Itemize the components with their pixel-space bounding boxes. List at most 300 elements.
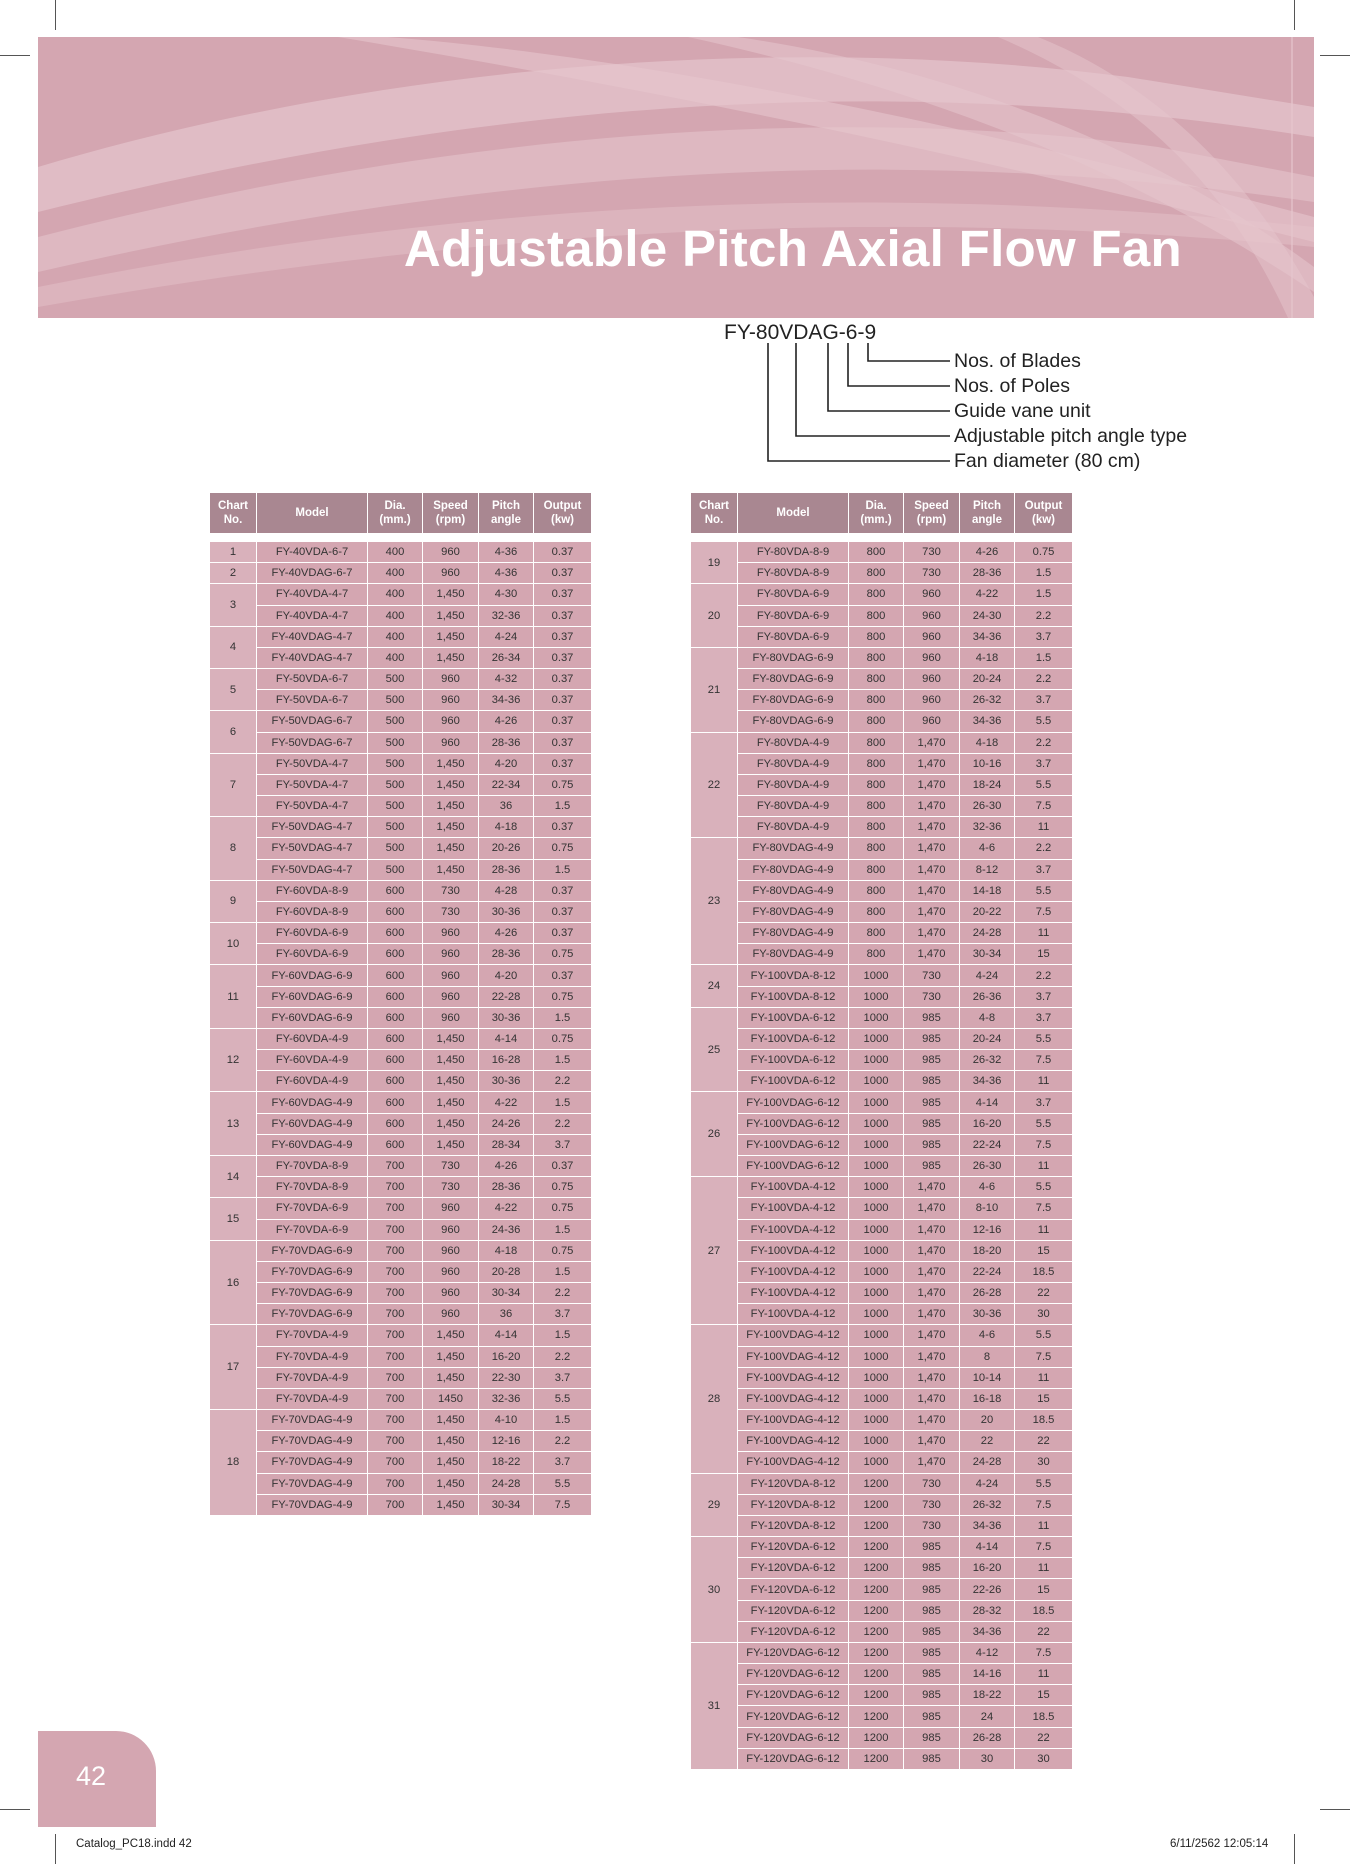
dia-cell: 800 bbox=[849, 838, 904, 859]
model-cell: FY-100VDA-4-12 bbox=[738, 1177, 849, 1198]
table-row bbox=[691, 1537, 1073, 1558]
model-cell: FY-80VDA-4-9 bbox=[738, 753, 849, 774]
pitch-cell: 24-28 bbox=[960, 1452, 1015, 1473]
pitch-cell: 4-14 bbox=[479, 1325, 534, 1346]
table-row bbox=[210, 880, 592, 901]
model-cell: FY-120VDAG-6-12 bbox=[738, 1727, 849, 1748]
output-cell: 3.7 bbox=[1015, 690, 1073, 711]
table-row bbox=[210, 1198, 592, 1219]
dia-cell: 1000 bbox=[849, 1198, 904, 1219]
model-cell: FY-80VDA-4-9 bbox=[738, 817, 849, 838]
output-cell: 2.2 bbox=[534, 1071, 592, 1092]
table-row bbox=[691, 1071, 1073, 1092]
header-output: Output (kw) bbox=[1015, 493, 1073, 534]
dia-cell: 600 bbox=[368, 1071, 423, 1092]
pitch-cell: 28-36 bbox=[479, 1177, 534, 1198]
pitch-cell: 4-10 bbox=[479, 1410, 534, 1431]
speed-cell: 1,450 bbox=[423, 753, 479, 774]
pitch-cell: 8-10 bbox=[960, 1198, 1015, 1219]
table-row bbox=[691, 669, 1073, 690]
pitch-cell: 26-28 bbox=[960, 1727, 1015, 1748]
pitch-cell: 16-20 bbox=[960, 1113, 1015, 1134]
model-cell: FY-80VDA-8-9 bbox=[738, 563, 849, 584]
pitch-cell: 24-26 bbox=[479, 1113, 534, 1134]
dia-cell: 800 bbox=[849, 647, 904, 668]
table-row bbox=[210, 1283, 592, 1304]
table-row bbox=[691, 1431, 1073, 1452]
dia-cell: 1000 bbox=[849, 1155, 904, 1176]
model-cell: FY-100VDAG-4-12 bbox=[738, 1452, 849, 1473]
dia-cell: 800 bbox=[849, 711, 904, 732]
header-output: Output (kw) bbox=[534, 493, 592, 534]
pitch-cell: 8 bbox=[960, 1346, 1015, 1367]
dia-cell: 700 bbox=[368, 1261, 423, 1282]
table-row bbox=[210, 1071, 592, 1092]
table-row bbox=[691, 1748, 1073, 1769]
pitch-cell: 20 bbox=[960, 1410, 1015, 1431]
pitch-cell: 4-22 bbox=[479, 1092, 534, 1113]
model-cell: FY-40VDAG-4-7 bbox=[257, 647, 368, 668]
table-row bbox=[691, 542, 1073, 563]
pitch-cell: 30-36 bbox=[960, 1304, 1015, 1325]
chart-number-cell: 22 bbox=[691, 732, 738, 838]
model-cell: FY-50VDA-4-7 bbox=[257, 796, 368, 817]
pitch-cell: 28-36 bbox=[479, 944, 534, 965]
pitch-cell: 4-26 bbox=[960, 542, 1015, 563]
output-cell: 0.37 bbox=[534, 584, 592, 605]
chart-number-cell: 15 bbox=[210, 1198, 257, 1240]
pitch-cell: 26-36 bbox=[960, 986, 1015, 1007]
dia-cell: 800 bbox=[849, 732, 904, 753]
header-model: Model bbox=[257, 493, 368, 534]
model-cell: FY-60VDA-6-9 bbox=[257, 923, 368, 944]
header-speed: Speed (rpm) bbox=[423, 493, 479, 534]
speed-cell: 1,470 bbox=[904, 1431, 960, 1452]
table-row bbox=[691, 1346, 1073, 1367]
speed-cell: 985 bbox=[904, 1579, 960, 1600]
chart-number-cell: 10 bbox=[210, 923, 257, 965]
pitch-cell: 18-22 bbox=[960, 1685, 1015, 1706]
output-cell: 5.5 bbox=[1015, 880, 1073, 901]
pitch-cell: 28-34 bbox=[479, 1134, 534, 1155]
dia-cell: 800 bbox=[849, 859, 904, 880]
header-chart-no: Chart No. bbox=[691, 493, 738, 534]
model-cell: FY-70VDA-4-9 bbox=[257, 1346, 368, 1367]
output-cell: 5.5 bbox=[1015, 1325, 1073, 1346]
pitch-cell: 14-18 bbox=[960, 880, 1015, 901]
dia-cell: 400 bbox=[368, 584, 423, 605]
pitch-cell: 32-36 bbox=[479, 605, 534, 626]
model-cell: FY-60VDAG-4-9 bbox=[257, 1113, 368, 1134]
pitch-cell: 24-36 bbox=[479, 1219, 534, 1240]
output-cell: 0.37 bbox=[534, 923, 592, 944]
table-row bbox=[210, 1304, 592, 1325]
dia-cell: 500 bbox=[368, 753, 423, 774]
model-cell: FY-50VDAG-4-7 bbox=[257, 817, 368, 838]
crop-mark bbox=[0, 1809, 30, 1810]
model-cell: FY-60VDA-8-9 bbox=[257, 880, 368, 901]
table-row bbox=[691, 1558, 1073, 1579]
pitch-cell: 4-6 bbox=[960, 1325, 1015, 1346]
chart-number-cell: 12 bbox=[210, 1028, 257, 1092]
pitch-cell: 30-36 bbox=[479, 901, 534, 922]
speed-cell: 1,450 bbox=[423, 1325, 479, 1346]
dia-cell: 500 bbox=[368, 690, 423, 711]
model-cell: FY-100VDAG-4-12 bbox=[738, 1388, 849, 1409]
dia-cell: 700 bbox=[368, 1177, 423, 1198]
pitch-cell: 26-34 bbox=[479, 647, 534, 668]
dia-cell: 1000 bbox=[849, 1240, 904, 1261]
model-cell: FY-100VDA-8-12 bbox=[738, 986, 849, 1007]
pitch-cell: 30-36 bbox=[479, 1007, 534, 1028]
output-cell: 15 bbox=[1015, 1579, 1073, 1600]
speed-cell: 1,470 bbox=[904, 817, 960, 838]
speed-cell: 960 bbox=[423, 1283, 479, 1304]
table-row bbox=[691, 774, 1073, 795]
pitch-cell: 4-26 bbox=[479, 711, 534, 732]
output-cell: 0.75 bbox=[1015, 542, 1073, 563]
pitch-cell: 26-32 bbox=[960, 690, 1015, 711]
speed-cell: 960 bbox=[423, 1304, 479, 1325]
speed-cell: 1,470 bbox=[904, 901, 960, 922]
table-row bbox=[691, 944, 1073, 965]
pitch-cell: 26-32 bbox=[960, 1050, 1015, 1071]
header-dia: Dia. (mm.) bbox=[368, 493, 423, 534]
output-cell: 2.2 bbox=[534, 1431, 592, 1452]
print-timestamp: 6/11/2562 12:05:14 bbox=[1170, 1838, 1269, 1850]
speed-cell: 960 bbox=[423, 1007, 479, 1028]
pitch-cell: 26-32 bbox=[960, 1494, 1015, 1515]
output-cell: 5.5 bbox=[1015, 1473, 1073, 1494]
speed-cell: 960 bbox=[423, 1261, 479, 1282]
dia-cell: 800 bbox=[849, 817, 904, 838]
model-cell: FY-80VDAG-4-9 bbox=[738, 901, 849, 922]
chart-number-cell: 20 bbox=[691, 584, 738, 648]
table-row bbox=[691, 1579, 1073, 1600]
output-cell: 2.2 bbox=[534, 1113, 592, 1134]
speed-cell: 985 bbox=[904, 1727, 960, 1748]
output-cell: 0.37 bbox=[534, 880, 592, 901]
model-cell: FY-100VDA-8-12 bbox=[738, 965, 849, 986]
crop-mark bbox=[1320, 1809, 1350, 1810]
pitch-cell: 34-36 bbox=[960, 1515, 1015, 1536]
speed-cell: 1,450 bbox=[423, 774, 479, 795]
model-cell: FY-60VDA-4-9 bbox=[257, 1028, 368, 1049]
dia-cell: 400 bbox=[368, 605, 423, 626]
output-cell: 1.5 bbox=[1015, 647, 1073, 668]
speed-cell: 985 bbox=[904, 1092, 960, 1113]
dia-cell: 1000 bbox=[849, 1134, 904, 1155]
chart-number-cell: 7 bbox=[210, 753, 257, 817]
dia-cell: 1200 bbox=[849, 1473, 904, 1494]
model-cell: FY-70VDAG-4-9 bbox=[257, 1473, 368, 1494]
output-cell: 3.7 bbox=[534, 1367, 592, 1388]
speed-cell: 1,470 bbox=[904, 1346, 960, 1367]
speed-cell: 1,470 bbox=[904, 732, 960, 753]
output-cell: 22 bbox=[1015, 1431, 1073, 1452]
speed-cell: 960 bbox=[423, 711, 479, 732]
dia-cell: 500 bbox=[368, 732, 423, 753]
table-row bbox=[210, 711, 592, 732]
model-cell: FY-80VDA-6-9 bbox=[738, 584, 849, 605]
model-cell: FY-100VDA-6-12 bbox=[738, 1007, 849, 1028]
chart-number-cell: 4 bbox=[210, 626, 257, 668]
model-cell: FY-120VDA-6-12 bbox=[738, 1600, 849, 1621]
model-cell: FY-70VDA-4-9 bbox=[257, 1367, 368, 1388]
output-cell: 18.5 bbox=[1015, 1600, 1073, 1621]
chart-number-cell: 30 bbox=[691, 1537, 738, 1643]
speed-cell: 985 bbox=[904, 1558, 960, 1579]
table-row bbox=[691, 753, 1073, 774]
table-row bbox=[691, 732, 1073, 753]
chart-number-cell: 23 bbox=[691, 838, 738, 965]
model-cell: FY-70VDA-6-9 bbox=[257, 1219, 368, 1240]
dia-cell: 800 bbox=[849, 753, 904, 774]
dia-cell: 1000 bbox=[849, 1304, 904, 1325]
dia-cell: 800 bbox=[849, 626, 904, 647]
pitch-cell: 10-14 bbox=[960, 1367, 1015, 1388]
model-cell: FY-120VDAG-6-12 bbox=[738, 1748, 849, 1769]
dia-cell: 700 bbox=[368, 1219, 423, 1240]
speed-cell: 1,470 bbox=[904, 1198, 960, 1219]
table-row bbox=[691, 1134, 1073, 1155]
table-row bbox=[691, 1304, 1073, 1325]
model-cell: FY-50VDA-6-7 bbox=[257, 690, 368, 711]
model-cell: FY-100VDAG-6-12 bbox=[738, 1155, 849, 1176]
pitch-cell: 22-24 bbox=[960, 1134, 1015, 1155]
speed-cell: 960 bbox=[423, 669, 479, 690]
model-cell: FY-80VDAG-4-9 bbox=[738, 944, 849, 965]
table-row bbox=[210, 584, 592, 605]
dia-cell: 1000 bbox=[849, 1346, 904, 1367]
speed-cell: 1,450 bbox=[423, 1410, 479, 1431]
chart-number-cell: 3 bbox=[210, 584, 257, 626]
table-row bbox=[210, 1092, 592, 1113]
pitch-cell: 28-36 bbox=[479, 732, 534, 753]
speed-cell: 960 bbox=[423, 965, 479, 986]
speed-cell: 960 bbox=[904, 605, 960, 626]
dia-cell: 1000 bbox=[849, 965, 904, 986]
speed-cell: 960 bbox=[904, 647, 960, 668]
pitch-cell: 4-20 bbox=[479, 965, 534, 986]
pitch-cell: 4-20 bbox=[479, 753, 534, 774]
output-cell: 30 bbox=[1015, 1452, 1073, 1473]
pitch-cell: 4-26 bbox=[479, 923, 534, 944]
pitch-cell: 4-26 bbox=[479, 1155, 534, 1176]
speed-cell: 1,450 bbox=[423, 1134, 479, 1155]
chart-number-cell: 21 bbox=[691, 647, 738, 732]
pitch-cell: 16-20 bbox=[960, 1558, 1015, 1579]
table-row bbox=[691, 1410, 1073, 1431]
dia-cell: 500 bbox=[368, 796, 423, 817]
pitch-cell: 14-16 bbox=[960, 1664, 1015, 1685]
output-cell: 0.37 bbox=[534, 563, 592, 584]
header-pitch: Pitch angle bbox=[479, 493, 534, 534]
table-row bbox=[691, 796, 1073, 817]
dia-cell: 1000 bbox=[849, 1113, 904, 1134]
model-cell: FY-50VDAG-4-7 bbox=[257, 859, 368, 880]
model-cell: FY-100VDA-4-12 bbox=[738, 1198, 849, 1219]
table-row bbox=[691, 626, 1073, 647]
pitch-cell: 4-14 bbox=[960, 1092, 1015, 1113]
table-row bbox=[210, 1452, 592, 1473]
dia-cell: 700 bbox=[368, 1155, 423, 1176]
output-cell: 7.5 bbox=[534, 1494, 592, 1515]
speed-cell: 960 bbox=[423, 986, 479, 1007]
output-cell: 5.5 bbox=[1015, 1028, 1073, 1049]
model-cell: FY-80VDA-8-9 bbox=[738, 542, 849, 563]
output-cell: 7.5 bbox=[1015, 1494, 1073, 1515]
speed-cell: 985 bbox=[904, 1113, 960, 1134]
dia-cell: 600 bbox=[368, 1113, 423, 1134]
model-cell: FY-50VDAG-6-7 bbox=[257, 711, 368, 732]
chart-number-cell: 24 bbox=[691, 965, 738, 1007]
dia-cell: 1200 bbox=[849, 1537, 904, 1558]
pitch-cell: 4-6 bbox=[960, 1177, 1015, 1198]
speed-cell: 1,450 bbox=[423, 1494, 479, 1515]
dia-cell: 800 bbox=[849, 901, 904, 922]
dia-cell: 1200 bbox=[849, 1621, 904, 1642]
pitch-cell: 4-18 bbox=[479, 817, 534, 838]
speed-cell: 1,470 bbox=[904, 1304, 960, 1325]
output-cell: 0.37 bbox=[534, 669, 592, 690]
pitch-cell: 4-36 bbox=[479, 563, 534, 584]
dia-cell: 800 bbox=[849, 796, 904, 817]
pitch-cell: 4-32 bbox=[479, 669, 534, 690]
output-cell: 1.5 bbox=[534, 859, 592, 880]
table-row bbox=[691, 1452, 1073, 1473]
pitch-cell: 16-20 bbox=[479, 1346, 534, 1367]
pitch-cell: 4-14 bbox=[479, 1028, 534, 1049]
table-row bbox=[210, 1410, 592, 1431]
output-cell: 1.5 bbox=[534, 1219, 592, 1240]
speed-cell: 985 bbox=[904, 1706, 960, 1727]
model-cell: FY-70VDA-4-9 bbox=[257, 1325, 368, 1346]
pitch-cell: 30-34 bbox=[479, 1283, 534, 1304]
table-row bbox=[210, 796, 592, 817]
dia-cell: 1000 bbox=[849, 1028, 904, 1049]
output-cell: 0.37 bbox=[534, 542, 592, 563]
speed-cell: 1,450 bbox=[423, 647, 479, 668]
dia-cell: 400 bbox=[368, 542, 423, 563]
table-row bbox=[210, 901, 592, 922]
pitch-cell: 20-28 bbox=[479, 1261, 534, 1282]
crop-mark bbox=[0, 55, 30, 56]
speed-cell: 960 bbox=[904, 711, 960, 732]
speed-cell: 1,450 bbox=[423, 838, 479, 859]
table-row bbox=[210, 732, 592, 753]
model-cell: FY-80VDAG-6-9 bbox=[738, 711, 849, 732]
model-cell: FY-100VDA-4-12 bbox=[738, 1219, 849, 1240]
table-row bbox=[210, 647, 592, 668]
model-cell: FY-60VDAG-4-9 bbox=[257, 1092, 368, 1113]
output-cell: 22 bbox=[1015, 1727, 1073, 1748]
table-row bbox=[691, 1706, 1073, 1727]
output-cell: 3.7 bbox=[534, 1134, 592, 1155]
speed-cell: 1,470 bbox=[904, 1388, 960, 1409]
speed-cell: 1,450 bbox=[423, 626, 479, 647]
table-row bbox=[210, 838, 592, 859]
speed-cell: 1,450 bbox=[423, 1113, 479, 1134]
output-cell: 11 bbox=[1015, 1558, 1073, 1579]
table-row bbox=[210, 1219, 592, 1240]
page-number: 42 bbox=[75, 1761, 107, 1791]
output-cell: 5.5 bbox=[534, 1473, 592, 1494]
dia-cell: 600 bbox=[368, 944, 423, 965]
dia-cell: 600 bbox=[368, 1134, 423, 1155]
model-cell: FY-100VDAG-4-12 bbox=[738, 1325, 849, 1346]
output-cell: 0.37 bbox=[534, 901, 592, 922]
dia-cell: 600 bbox=[368, 880, 423, 901]
model-cell: FY-80VDA-6-9 bbox=[738, 605, 849, 626]
dia-cell: 500 bbox=[368, 838, 423, 859]
speed-cell: 1,470 bbox=[904, 1219, 960, 1240]
dia-cell: 400 bbox=[368, 647, 423, 668]
model-cell: FY-100VDAG-4-12 bbox=[738, 1410, 849, 1431]
table-row bbox=[210, 774, 592, 795]
table-row bbox=[691, 880, 1073, 901]
table-row bbox=[210, 1113, 592, 1134]
chart-number-cell: 6 bbox=[210, 711, 257, 753]
output-cell: 1.5 bbox=[534, 1410, 592, 1431]
table-row bbox=[691, 1007, 1073, 1028]
output-cell: 1.5 bbox=[534, 1050, 592, 1071]
dia-cell: 1000 bbox=[849, 1431, 904, 1452]
pitch-cell: 4-8 bbox=[960, 1007, 1015, 1028]
dia-cell: 1200 bbox=[849, 1515, 904, 1536]
speed-cell: 960 bbox=[423, 732, 479, 753]
output-cell: 1.5 bbox=[1015, 563, 1073, 584]
pitch-cell: 30-34 bbox=[960, 944, 1015, 965]
output-cell: 2.2 bbox=[1015, 669, 1073, 690]
speed-cell: 1,450 bbox=[423, 1473, 479, 1494]
pitch-cell: 4-18 bbox=[960, 732, 1015, 753]
output-cell: 0.75 bbox=[534, 1177, 592, 1198]
model-cell: FY-100VDAG-4-12 bbox=[738, 1346, 849, 1367]
model-cell: FY-100VDAG-4-12 bbox=[738, 1367, 849, 1388]
dia-cell: 800 bbox=[849, 584, 904, 605]
pitch-cell: 24-30 bbox=[960, 605, 1015, 626]
speed-cell: 1,450 bbox=[423, 1346, 479, 1367]
pitch-cell: 4-24 bbox=[479, 626, 534, 647]
output-cell: 5.5 bbox=[1015, 711, 1073, 732]
model-cell: FY-70VDA-4-9 bbox=[257, 1388, 368, 1409]
output-cell: 3.7 bbox=[1015, 986, 1073, 1007]
output-cell: 3.7 bbox=[1015, 1007, 1073, 1028]
model-cell: FY-120VDAG-6-12 bbox=[738, 1642, 849, 1663]
dia-cell: 1200 bbox=[849, 1600, 904, 1621]
model-cell: FY-70VDAG-4-9 bbox=[257, 1410, 368, 1431]
pitch-cell: 22-30 bbox=[479, 1367, 534, 1388]
legend-pitch-type: Adjustable pitch angle type bbox=[954, 425, 1188, 447]
pitch-cell: 16-18 bbox=[960, 1388, 1015, 1409]
speed-cell: 1,470 bbox=[904, 753, 960, 774]
model-cell: FY-120VDAG-6-12 bbox=[738, 1685, 849, 1706]
table-row bbox=[210, 1134, 592, 1155]
pitch-cell: 4-12 bbox=[960, 1642, 1015, 1663]
dia-cell: 400 bbox=[368, 563, 423, 584]
output-cell: 0.37 bbox=[534, 605, 592, 626]
dia-cell: 1000 bbox=[849, 1177, 904, 1198]
model-cell: FY-70VDAG-6-9 bbox=[257, 1261, 368, 1282]
chart-number-cell: 13 bbox=[210, 1092, 257, 1156]
dia-cell: 1000 bbox=[849, 1007, 904, 1028]
pitch-cell: 4-6 bbox=[960, 838, 1015, 859]
pitch-cell: 22-28 bbox=[479, 986, 534, 1007]
pitch-cell: 22 bbox=[960, 1431, 1015, 1452]
dia-cell: 700 bbox=[368, 1452, 423, 1473]
pitch-cell: 4-22 bbox=[479, 1198, 534, 1219]
